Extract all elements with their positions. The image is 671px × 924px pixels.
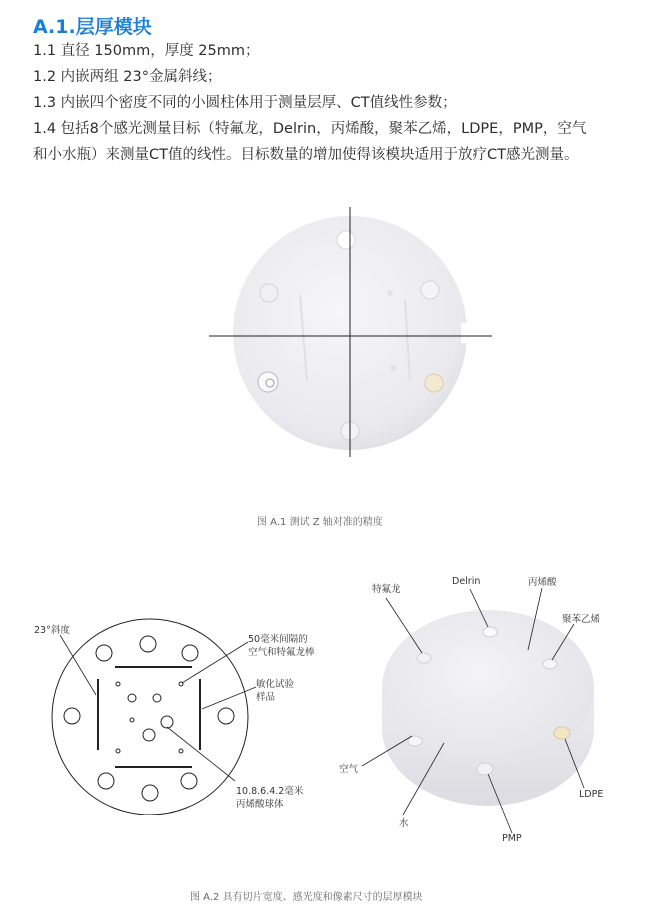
- spec-item-4-continued: 和小水瓶）来测量CT值的线性。目标数量的增加使得该模块适用于放疗CT感光测量。: [33, 147, 579, 163]
- label-air: 空气: [339, 764, 359, 775]
- small-cylinder: [390, 365, 396, 371]
- label-sample-1: 敏化试验: [256, 679, 295, 690]
- spec-item-2: 1.2 内嵌两组 23°金属斜线；: [33, 69, 222, 85]
- label-pmp: PMP: [502, 833, 522, 844]
- small-cylinder: [387, 290, 393, 296]
- label-polystyrene: 聚苯乙烯: [562, 614, 601, 625]
- spec-item-1: 1.1 直径 150mm，厚度 25mm；: [33, 43, 260, 59]
- rod-air-hole: [266, 379, 274, 387]
- label-spacing-1: 50毫米间隔的: [248, 634, 308, 645]
- rod-upper-right: [421, 281, 439, 299]
- figure-a1-caption: 图 A.1 测试 Z 轴对准的精度: [257, 517, 383, 528]
- label-spheres-1: 10.8.6.4.2毫米: [236, 786, 304, 797]
- rod-upper-left: [260, 284, 278, 302]
- label-spheres-2: 丙烯酸球体: [236, 799, 284, 810]
- rod-teflon: [417, 653, 431, 663]
- rod-ldpe: [425, 374, 443, 392]
- label-delrin: Delrin: [452, 576, 481, 587]
- phantom-outline: [52, 619, 248, 815]
- label-spacing-2: 空气和特氟龙棒: [248, 647, 315, 658]
- label-teflon: 特氟龙: [372, 584, 401, 595]
- label-sample-2: 样品: [256, 692, 276, 703]
- phantom-notch: [461, 323, 471, 343]
- spec-item-3: 1.3 内嵌四个密度不同的小圆柱体用于测量层厚、CT值线性参数；: [33, 95, 457, 111]
- label-water: 水: [399, 818, 409, 829]
- rod-delrin: [483, 627, 497, 637]
- rod-polystyrene: [543, 659, 557, 669]
- figure-a2-caption: 图 A.2 具有切片宽度、感光度和像素尺寸的层厚模块: [190, 892, 423, 903]
- rod-ldpe: [554, 727, 570, 739]
- rod-pmp: [477, 763, 493, 775]
- label-ldpe: LDPE: [579, 789, 604, 800]
- rod-top: [337, 231, 355, 249]
- label-acrylic: 丙烯酸: [528, 577, 557, 588]
- spec-item-4: 1.4 包括8个感光测量目标（特氟龙，Delrin，丙烯酸，聚苯乙烯，LDPE，PMP，空气: [33, 121, 587, 137]
- figure-a1-phantom-photo: [205, 205, 500, 460]
- section-title: A.1.层厚模块: [33, 16, 152, 38]
- label-angle: 23°斜度: [34, 625, 70, 636]
